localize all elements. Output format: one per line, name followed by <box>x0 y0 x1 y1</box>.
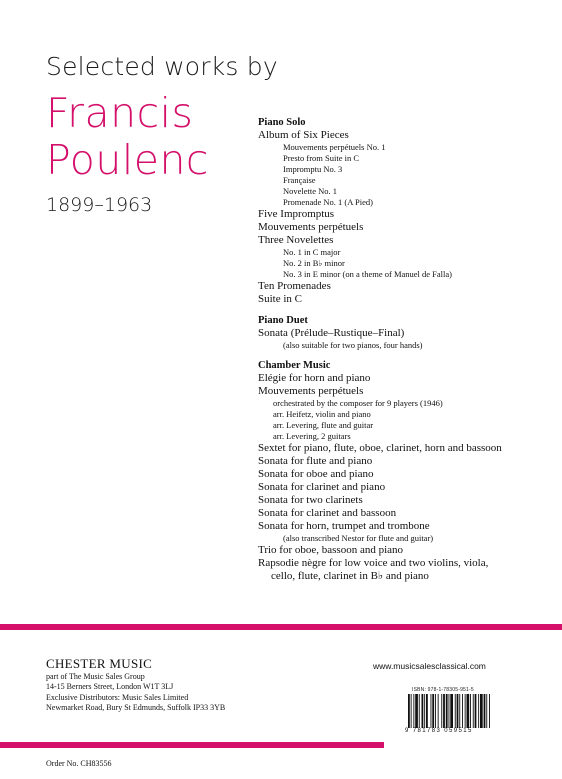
composer-years: 1899–1963 <box>46 194 153 216</box>
publisher-line: part of The Music Sales Group <box>46 672 145 681</box>
work-item: Sonata for clarinet and piano <box>258 481 386 493</box>
work-subitem: Impromptu No. 3 <box>283 164 343 174</box>
publisher-line: Newmarket Road, Bury St Edmunds, Suffolk IP33 3YB <box>46 703 226 713</box>
composer-last-name: Poulenc <box>46 136 209 184</box>
work-note: (also transcribed Nestor for flute and guitar) <box>283 533 434 543</box>
barcode-number: 9 781783 059515 <box>405 728 473 734</box>
work-item: Sonata for two clarinets <box>258 494 363 506</box>
website-url: www.musicsalesclassical.com <box>373 661 486 671</box>
barcode-image <box>408 694 519 728</box>
work-item: Sonata for horn, trumpet and trombone <box>258 520 430 532</box>
section-title-piano-duet: Piano Duet <box>258 315 308 326</box>
works-list <box>258 116 558 583</box>
work-note: (also suitable for two pianos, four hands) <box>283 340 423 350</box>
work-item: Elégie for horn and piano <box>258 372 371 384</box>
work-subitem: No. 3 in E minor (on a theme of Manuel de Falla) <box>283 269 453 279</box>
work-subitem: Novelette No. 1 <box>283 186 338 196</box>
work-item-continuation: cello, flute, clarinet in B♭ and piano <box>271 570 429 582</box>
work-item: Five Impromptus <box>258 208 335 220</box>
work-item: Sonata for flute and piano <box>258 455 373 467</box>
work-subitem: Française <box>283 175 316 185</box>
section-title-piano-solo: Piano Solo <box>258 117 306 128</box>
isbn-text: ISBN: 978-1-78305-951-5 <box>412 687 474 693</box>
work-subitem: orchestrated by the composer for 9 players (1946) <box>273 398 443 408</box>
work-subitem: Mouvements perpétuels No. 1 <box>283 142 386 152</box>
publisher-block <box>46 656 225 714</box>
work-item: Album of Six Pieces <box>258 129 349 141</box>
section-title-chamber-music: Chamber Music <box>258 360 331 371</box>
work-subitem: arr. Heifetz, violin and piano <box>273 409 371 419</box>
accent-bar-top <box>0 624 562 630</box>
publisher-line: 14-15 Berners Street, London W1T 3LJ <box>46 682 174 692</box>
work-item: Sonata for oboe and piano <box>258 468 374 480</box>
publisher-name: CHESTER MUSIC <box>46 656 153 671</box>
accent-bar-bottom <box>0 742 384 748</box>
title-block <box>46 52 278 216</box>
work-subitem: No. 1 in C major <box>283 247 341 257</box>
work-subitem: No. 2 in B♭ minor <box>283 258 345 268</box>
work-item: Ten Promenades <box>258 280 331 292</box>
work-item: Sextet for piano, flute, oboe, clarinet, horn and bassoon <box>258 442 502 454</box>
work-item: Sonata (Prélude–Rustique–Final) <box>258 327 405 339</box>
work-subitem: Promenade No. 1 (A Pied) <box>283 197 373 207</box>
work-item: Three Novelettes <box>258 234 334 246</box>
work-item: Mouvements perpétuels <box>258 385 364 397</box>
work-subitem: Presto from Suite in C <box>283 153 360 163</box>
subtitle: Selected works by <box>46 52 278 81</box>
work-subitem: arr. Levering, 2 guitars <box>273 431 351 441</box>
work-item: Mouvements perpétuels <box>258 221 364 233</box>
work-item: Sonata for clarinet and bassoon <box>258 507 397 519</box>
work-item: Trio for oboe, bassoon and piano <box>258 544 404 556</box>
work-item: Suite in C <box>258 293 303 305</box>
work-subitem: arr. Levering, flute and guitar <box>273 420 374 430</box>
work-item: Rapsodie nègre for low voice and two violins, viola, <box>258 557 489 569</box>
order-number: Order No. CH83556 <box>46 759 112 768</box>
composer-first-name: Francis <box>46 89 194 137</box>
publisher-line: Exclusive Distributors: Music Sales Limited <box>46 692 189 702</box>
